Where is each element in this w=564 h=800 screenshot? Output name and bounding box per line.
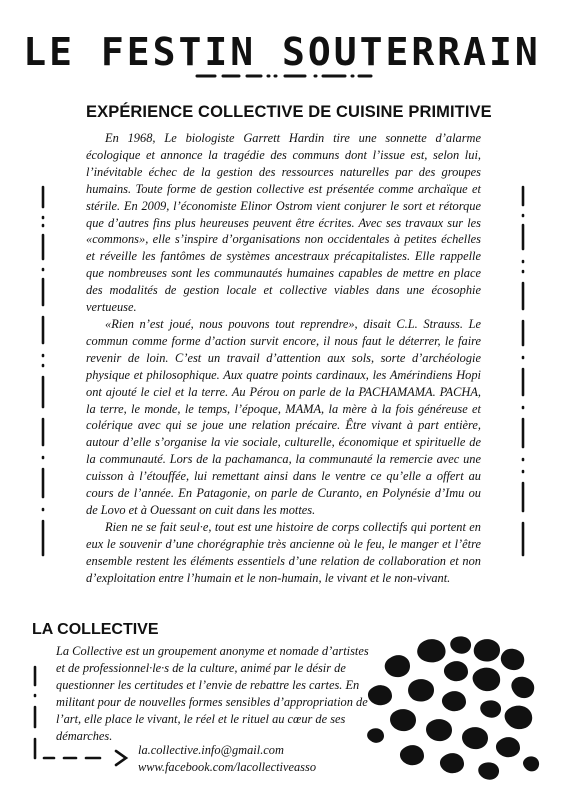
main-article (86, 130, 481, 586)
paragraph-1: En 1968, Le biologiste Garrett Hardin tire une sonnette d’alarme écologique et annonce la tragédie des communs dont l’issue est, selon lui, l’inévitable échec de la gestion des ressources naturelles par des groupes humains. Toute forme de gestion collective est présentée comme archaïque et stérile. En 2009, l’économiste Elinor Ostrom vient conjurer le sort et rétorque que d’autres fins plus heureuses peuvent être écrites. Avec ses travaux sur les «commons», elle s’inspire d’organisations non occidentales à petites échelles et réveille les fantômes de systèmes ancestraux précapitalistes. Elle rappelle que nombreuses sont les communautés humaines capables de mettre en place des modalités de gestion locale et collective viables dans une écosophie vertueuse. (86, 131, 481, 315)
page-title: LE FESTIN SOUTERRAIN (23, 30, 541, 74)
collective-description: La Collective est un groupement anonyme et nomade d’artistes et de professionnel·le·s de la culture, animé par le désir de questionner les certitudes et l’envie de rebattre les cartes. En militant pour de nouvelles formes sensibles d’appropriation de l’art, elle place le vivant, le réel et le rituel au cœur de ses démarches. (56, 644, 369, 743)
facebook-link[interactable]: www.facebook.com/lacollectiveasso (138, 760, 317, 774)
section-heading-experience: EXPÉRIENCE COLLECTIVE DE CUISINE PRIMITIVE (86, 103, 492, 121)
stones-illustration-icon (350, 630, 550, 790)
left-dash-decoration (38, 185, 48, 560)
paragraph-2: «Rien n’est joué, nous pouvons tout reprendre», disait C.L. Strauss. Le commun comme forme d’action survit encore, il nous faut le déterrer, le faire revenir de loin. C’est un travail d’attention aux sols, sorte d’archéologie physique et philosophique. Aux quatre points cardinaux, les Amérindiens Hopi ont ajouté le ciel et la terre. Au Pérou on parle de la PACHAMAMA. PACHA, la terre, le monde, le temps, l’époque, MAMA, la mère à la fois généreuse et colérique avec qui se joue une relation précaire. Être vivant à part entière, autour d’elle s’organise la vie sociale, culturelle, économique et spirituelle de la communauté. Lors de la pachamanca, la communauté la remercie avec une cuisson à l’étouffée, lui remettant ainsi dans le ventre ce qu’elle a offert au cours de l’année. En Patagonie, on parle de Curanto, en Polynésie d’Imu ou de Lovo et à Ouessant on cuit dans les mottes. (86, 316, 481, 517)
email-link[interactable]: la.collective.info@gmail.com (138, 743, 284, 757)
dashed-arrow-icon (30, 665, 130, 770)
title-underline-decoration (195, 71, 375, 81)
contact-block (138, 742, 316, 776)
paragraph-3: Rien ne se fait seul·e, tout est une histoire de corps collectifs qui portent en eux le souvenir d’une chorégraphie très ancienne où le feu, le manger et l’être ensemble restent les éléments essentiels d’une relation de collaboration et non d’exploitation entre l’humain et le non-humain, le vivant et le non-vivant. (86, 519, 481, 585)
section-heading-collective: LA COLLECTIVE (32, 621, 159, 638)
right-dash-decoration (518, 185, 528, 560)
